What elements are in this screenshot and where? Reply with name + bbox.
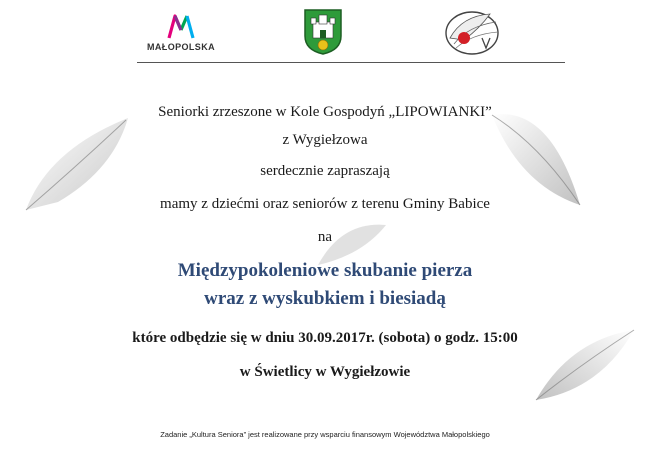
- event-date-line: [0, 330, 650, 347]
- invitation-line-invite: serdecznie zapraszają: [260, 163, 390, 179]
- malopolska-logo-text: MAŁOPOLSKA: [147, 42, 215, 52]
- malopolska-m-icon: [166, 12, 196, 40]
- coat-of-arms-logo: [303, 8, 343, 61]
- malopolska-logo: [140, 12, 222, 56]
- invitation-line-organizers: Seniorki zrzeszone w Kole Gospodyń „LIPOWIANKI”: [158, 104, 492, 120]
- header-divider: [137, 62, 565, 63]
- castle-coat-of-arms-icon: [303, 8, 343, 56]
- event-place-line: w Świetlicy w Wygiełzowie: [239, 364, 411, 380]
- funding-footer: Zadanie „Kultura Seniora” jest realizowane przy wsparciu finansowym Województwa Małopolskiego: [160, 430, 490, 439]
- event-title-line2: wraz z wyskubkiem i biesiadą: [204, 288, 446, 309]
- feather-club-logo-icon: [442, 8, 504, 58]
- invitation-line-village: z Wygiełzowa: [282, 132, 368, 148]
- invitation-line-audience: mamy z dziećmi oraz seniorów z terenu Gminy Babice: [160, 196, 490, 212]
- club-logo: [442, 8, 504, 63]
- invitation-line-na: na: [317, 229, 333, 245]
- event-date-prefix: które odbędzie się w: [132, 330, 262, 346]
- event-date-details: dniu 30.09.2017r. (sobota) o godz. 15:00: [265, 330, 518, 346]
- event-title-line1: Międzypokoleniowe skubanie pierza: [177, 260, 473, 281]
